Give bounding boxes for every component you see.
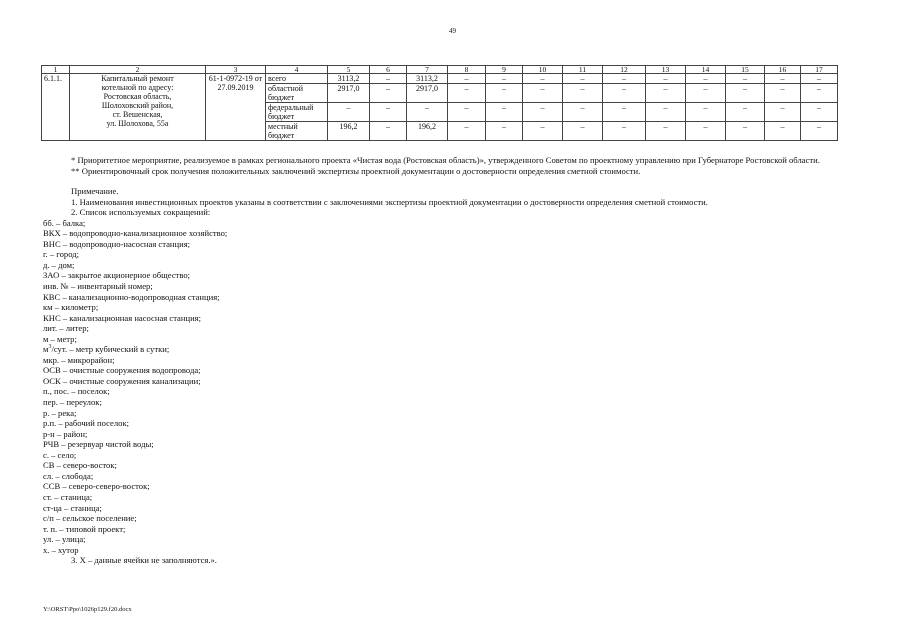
column-number: 6 bbox=[370, 66, 407, 74]
note-item-2: 2. Список используемых сокращений: bbox=[71, 207, 211, 218]
funding-value: – bbox=[448, 103, 486, 122]
abbreviation-item: ВКХ – водопроводно-канализационное хозяйство; bbox=[43, 228, 228, 239]
table-header-row bbox=[42, 66, 838, 74]
abbreviation-item: р. – река; bbox=[43, 407, 77, 418]
abbreviation-item: КВС – канализационно-водопроводная станция; bbox=[43, 291, 220, 302]
note-item-3: 3. Х – данные ячейки не заполняются.». bbox=[71, 555, 217, 566]
file-path: Y:\ORST\Ppo\1026p129.f20.docx bbox=[43, 606, 132, 613]
project-name-line: Шолоховский район, bbox=[101, 101, 174, 110]
abbreviation-item: р.п. – рабочий поселок; bbox=[43, 418, 130, 429]
abbreviation-item: сл. – слобода; bbox=[43, 470, 94, 481]
funding-value: – bbox=[765, 122, 801, 141]
funding-value: – bbox=[603, 84, 646, 103]
funding-value: – bbox=[646, 103, 686, 122]
funding-value: – bbox=[801, 122, 838, 141]
abbreviation-item: км – километр; bbox=[43, 302, 99, 313]
column-number: 16 bbox=[765, 66, 801, 74]
funding-value: – bbox=[328, 103, 370, 122]
row-number: 6.1.1. bbox=[42, 74, 70, 141]
funding-value: – bbox=[486, 103, 523, 122]
abbreviation-item: ЗАО – закрытое акционерное общество; bbox=[43, 270, 191, 281]
funding-value: – bbox=[801, 103, 838, 122]
funding-value: 3113,2 bbox=[407, 74, 448, 84]
column-number: 17 bbox=[801, 66, 838, 74]
funding-value: – bbox=[563, 122, 603, 141]
table-row bbox=[42, 74, 838, 84]
funding-value: – bbox=[726, 103, 765, 122]
funding-value: – bbox=[523, 74, 563, 84]
funding-source: всего bbox=[266, 74, 328, 84]
funding-value: – bbox=[370, 84, 407, 103]
abbreviation-item: с/п – сельское поселение; bbox=[43, 513, 137, 524]
funding-value: – bbox=[686, 84, 726, 103]
funding-value: – bbox=[726, 122, 765, 141]
column-number: 10 bbox=[523, 66, 563, 74]
funding-value: – bbox=[646, 84, 686, 103]
column-number: 2 bbox=[70, 66, 206, 74]
funding-value: 2917,0 bbox=[328, 84, 370, 103]
abbreviation-item: т. п. – типовой проект; bbox=[43, 523, 126, 534]
abbreviation-item: КНС – канализационная насосная станция; bbox=[43, 312, 202, 323]
abbreviation-list bbox=[43, 218, 863, 556]
funding-value: – bbox=[765, 84, 801, 103]
funding-value: – bbox=[448, 122, 486, 141]
funding-value: 196,2 bbox=[407, 122, 448, 141]
m3-superscript: 3 bbox=[48, 344, 52, 351]
column-number: 13 bbox=[646, 66, 686, 74]
abbreviation-item: инв. № – инвентарный номер; bbox=[43, 281, 153, 292]
funding-value: 196,2 bbox=[328, 122, 370, 141]
funding-value: – bbox=[370, 103, 407, 122]
funding-value: – bbox=[407, 103, 448, 122]
funding-value: – bbox=[765, 74, 801, 84]
funding-value: – bbox=[603, 103, 646, 122]
column-number: 4 bbox=[266, 66, 328, 74]
page-number: 49 bbox=[449, 27, 456, 35]
expertise-conclusion: 61-1-0972-19 от 27.09.2019 bbox=[206, 74, 266, 141]
funding-value: – bbox=[370, 74, 407, 84]
column-number: 8 bbox=[448, 66, 486, 74]
abbreviation-item: г. – город; bbox=[43, 249, 80, 260]
abbreviation-item: СВ – северо-восток; bbox=[43, 460, 117, 471]
funding-value: – bbox=[563, 103, 603, 122]
abbreviation-m3 bbox=[43, 344, 863, 355]
abbreviation-item: лит. – литер; bbox=[43, 323, 89, 334]
funding-value: – bbox=[646, 74, 686, 84]
abbreviation-item: с. – село; bbox=[43, 449, 77, 460]
column-number: 5 bbox=[328, 66, 370, 74]
abbreviation-item: м – метр; bbox=[43, 333, 77, 344]
abbreviation-item: х. – хутор bbox=[43, 544, 79, 555]
funding-value: – bbox=[801, 74, 838, 84]
funding-value: – bbox=[370, 122, 407, 141]
column-number: 3 bbox=[206, 66, 266, 74]
funding-value: – bbox=[523, 84, 563, 103]
funding-value: – bbox=[726, 74, 765, 84]
funding-value: – bbox=[686, 74, 726, 84]
column-number: 15 bbox=[726, 66, 765, 74]
funding-value: – bbox=[726, 84, 765, 103]
abbreviation-item: ССВ – северо-северо-восток; bbox=[43, 481, 150, 492]
abbreviation-item: п., пос. – поселок; bbox=[43, 386, 110, 397]
m3-base: м bbox=[43, 344, 49, 355]
funding-value: 2917,0 bbox=[407, 84, 448, 103]
funding-value: – bbox=[448, 84, 486, 103]
abbreviation-item: пер. – переулок; bbox=[43, 397, 102, 408]
note-heading: Примечание. bbox=[71, 186, 119, 197]
funding-value: – bbox=[523, 103, 563, 122]
project-name-line: ул. Шолохова, 55а bbox=[106, 119, 169, 128]
footnote-priority: * Приоритетное мероприятие, реализуемое в рамках регионального проекта «Чистая вода (Ростовская область)», утвержденного Советом по проектному управлению при Губернаторе Ростовской области. bbox=[71, 155, 820, 165]
abbreviation-item: РЧВ – резервуар чистой воды; bbox=[43, 439, 154, 450]
funding-value: – bbox=[603, 74, 646, 84]
funding-value: – bbox=[765, 103, 801, 122]
abbreviation-item: ОСК – очистные сооружения канализации; bbox=[43, 375, 201, 386]
project-name-line: котельной по адресу: bbox=[101, 83, 174, 92]
project-name-line: Капитальный ремонт bbox=[101, 74, 174, 83]
funding-value: – bbox=[486, 74, 523, 84]
note-item-1: 1. Наименования инвестиционных проектов указаны в соответствии с заключениями экспертизы проектной документации о достоверности определения сметной стоимости. bbox=[71, 196, 708, 207]
abbreviation-item: д. – дом; bbox=[43, 259, 75, 270]
column-number: 11 bbox=[563, 66, 603, 74]
funding-value: – bbox=[646, 122, 686, 141]
funding-value: – bbox=[486, 84, 523, 103]
footnote-term: ** Ориентировочный срок получения положительных заключений экспертизы проектной документации о достоверности определения сметной стоимости. bbox=[71, 165, 641, 176]
column-number: 7 bbox=[407, 66, 448, 74]
abbreviation-item: ст. – станица; bbox=[43, 491, 93, 502]
funding-value: – bbox=[523, 122, 563, 141]
funding-value: – bbox=[448, 74, 486, 84]
funding-source: федеральный бюджет bbox=[266, 103, 328, 122]
column-number: 12 bbox=[603, 66, 646, 74]
project-name bbox=[70, 74, 206, 141]
funding-value: – bbox=[486, 122, 523, 141]
funding-value: – bbox=[603, 122, 646, 141]
funding-value: – bbox=[563, 84, 603, 103]
abbreviation-item: мкр. – микрорайон; bbox=[43, 354, 115, 365]
funding-value: 3113,2 bbox=[328, 74, 370, 84]
funding-value: – bbox=[801, 84, 838, 103]
funding-source: областной бюджет bbox=[266, 84, 328, 103]
funding-value: – bbox=[686, 103, 726, 122]
abbreviation-item: ВНС – водопроводно-насосная станция; bbox=[43, 238, 191, 249]
notes-section bbox=[43, 155, 863, 566]
abbreviation-item: ул. – улица; bbox=[43, 534, 86, 545]
investment-table bbox=[41, 65, 838, 141]
funding-value: – bbox=[686, 122, 726, 141]
project-name-line: Ростовская область, bbox=[103, 92, 172, 101]
column-number: 14 bbox=[686, 66, 726, 74]
column-number: 9 bbox=[486, 66, 523, 74]
abbreviation-item: р-н – район; bbox=[43, 428, 88, 439]
project-name-line: ст. Вешенская, bbox=[112, 110, 163, 119]
abbreviation-item: бб. – балка; bbox=[43, 217, 86, 228]
funding-source: местный бюджет bbox=[266, 122, 328, 141]
funding-value: – bbox=[563, 74, 603, 84]
abbreviation-item: ст-ца – станица; bbox=[43, 502, 102, 513]
column-number: 1 bbox=[42, 66, 70, 74]
m3-text: /сут. – метр кубический в сутки; bbox=[51, 344, 170, 355]
abbreviation-item: ОСВ – очистные сооружения водопровода; bbox=[43, 365, 201, 376]
